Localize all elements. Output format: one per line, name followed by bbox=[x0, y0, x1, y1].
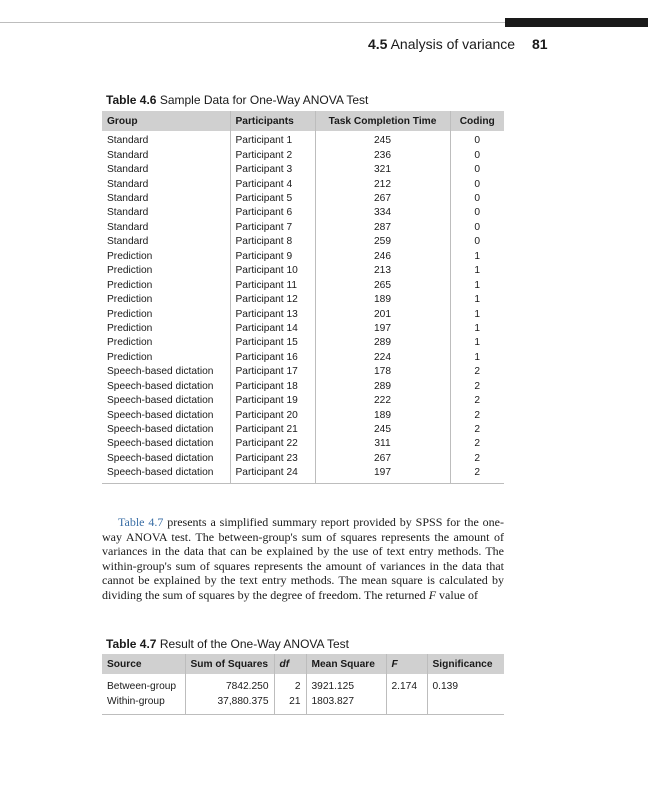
table-header-row bbox=[102, 654, 504, 674]
column-header: F bbox=[386, 654, 427, 674]
table-cell: Within-group bbox=[102, 694, 185, 714]
table-cell: Participant 8 bbox=[230, 235, 315, 249]
table-cell: 0 bbox=[474, 221, 481, 233]
table-cell: Participant 11 bbox=[230, 278, 315, 292]
table-cell: 2 bbox=[274, 674, 306, 694]
table-cell: Speech-based dictation bbox=[102, 423, 230, 437]
table-cell: Participant 10 bbox=[230, 264, 315, 278]
table-cell: 236 bbox=[315, 149, 450, 163]
table-cell: Participant 5 bbox=[230, 192, 315, 206]
column-header: Group bbox=[102, 111, 230, 131]
table-title: Result of the One-Way ANOVA Test bbox=[159, 637, 350, 651]
table-cell: 267 bbox=[315, 192, 450, 206]
table-header-row bbox=[102, 111, 504, 131]
table-cell: 0 bbox=[474, 164, 481, 176]
table-row bbox=[102, 192, 504, 206]
table-cell: Participant 23 bbox=[230, 452, 315, 466]
paragraph-text: presents a simplified summary report provided by SPSS for the one-way ANOVA test. The between-group's sum of squares represents the amount of variances in the data that can be explained by the use of text entry methods. The within-group's sum of squares represents the amount of variances in the data that cannot be explained by the text entry methods. The mean square is calculated by dividing the sum of squares by the degree of freedom. The returned bbox=[102, 515, 504, 602]
table-cell: 321 bbox=[315, 163, 450, 177]
table-cell: 0 bbox=[474, 149, 481, 161]
table-cell: Standard bbox=[102, 235, 230, 249]
table-cell: Prediction bbox=[102, 278, 230, 292]
table-cell: 1 bbox=[474, 294, 481, 306]
table-row bbox=[102, 380, 504, 394]
table-row bbox=[102, 293, 504, 307]
table-cell: Speech-based dictation bbox=[102, 380, 230, 394]
table-cell: Prediction bbox=[102, 293, 230, 307]
column-header: Mean Square bbox=[306, 654, 386, 674]
table-cell: Participant 20 bbox=[230, 408, 315, 422]
table-row bbox=[102, 235, 504, 249]
table-title: Sample Data for One-Way ANOVA Test bbox=[159, 93, 369, 107]
table-cell: 311 bbox=[315, 437, 450, 451]
table-cell: 2 bbox=[474, 409, 481, 421]
table-cell: Speech-based dictation bbox=[102, 365, 230, 379]
column-header: Participants bbox=[230, 111, 315, 131]
table-cell: Standard bbox=[102, 177, 230, 191]
table-cell: Participant 2 bbox=[230, 149, 315, 163]
table-cell: Participant 3 bbox=[230, 163, 315, 177]
table-cell: 1 bbox=[474, 250, 481, 262]
column-header: Task Completion Time bbox=[315, 111, 450, 131]
table-cell: Prediction bbox=[102, 250, 230, 264]
table-cell: Participant 14 bbox=[230, 322, 315, 336]
table-cell: 289 bbox=[315, 336, 450, 350]
f-symbol: F bbox=[428, 587, 437, 602]
running-head bbox=[368, 36, 515, 52]
anova-sample-data-table bbox=[102, 111, 504, 484]
table-cell: 197 bbox=[315, 322, 450, 336]
table-row bbox=[102, 394, 504, 408]
table-cell: 3921.125 bbox=[306, 674, 386, 694]
table-cell: Participant 15 bbox=[230, 336, 315, 350]
table-cell: 0 bbox=[474, 178, 481, 190]
table-cell: 246 bbox=[315, 250, 450, 264]
table-cell: Speech-based dictation bbox=[102, 437, 230, 451]
table-cell: 37,880.375 bbox=[185, 694, 274, 714]
table-cell: 1 bbox=[474, 322, 481, 334]
table-row bbox=[102, 408, 504, 422]
table-reference-link[interactable]: Table 4.7 bbox=[118, 515, 164, 529]
table-cell: 197 bbox=[315, 466, 450, 484]
body-paragraph bbox=[102, 515, 504, 603]
table-cell: Participant 24 bbox=[230, 466, 315, 484]
table-cell: 259 bbox=[315, 235, 450, 249]
table-cell: 2 bbox=[474, 467, 481, 479]
table-cell: 189 bbox=[315, 408, 450, 422]
table-cell: 245 bbox=[315, 131, 450, 149]
table-row bbox=[102, 694, 504, 714]
table-cell: Prediction bbox=[102, 351, 230, 365]
table-row bbox=[102, 423, 504, 437]
table-cell: 2 bbox=[474, 452, 481, 464]
table-cell: Standard bbox=[102, 149, 230, 163]
table-cell: Participant 6 bbox=[230, 206, 315, 220]
table-cell: 267 bbox=[315, 452, 450, 466]
column-header: Source bbox=[102, 654, 185, 674]
table-cell: 2 bbox=[474, 424, 481, 436]
table-cell: Prediction bbox=[102, 322, 230, 336]
table-cell bbox=[427, 694, 504, 714]
table-row bbox=[102, 163, 504, 177]
table-cell: 1 bbox=[474, 308, 481, 320]
table-cell: 334 bbox=[315, 206, 450, 220]
table-cell: 2 bbox=[474, 380, 481, 392]
table-label: Table 4.6 bbox=[106, 93, 157, 107]
table-row bbox=[102, 307, 504, 321]
table-cell: 178 bbox=[315, 365, 450, 379]
table-cell: 289 bbox=[315, 380, 450, 394]
table-cell: Participant 4 bbox=[230, 177, 315, 191]
table-cell: 213 bbox=[315, 264, 450, 278]
table-row bbox=[102, 322, 504, 336]
table-row bbox=[102, 149, 504, 163]
table-cell: 2 bbox=[474, 395, 481, 407]
table-cell: Prediction bbox=[102, 264, 230, 278]
column-header: Coding bbox=[450, 111, 504, 131]
table-cell: Participant 21 bbox=[230, 423, 315, 437]
table-cell bbox=[386, 694, 427, 714]
table-cell: 0 bbox=[474, 207, 481, 219]
table-cell: 0 bbox=[474, 135, 481, 147]
table-cell: Standard bbox=[102, 192, 230, 206]
table-cell: 287 bbox=[315, 221, 450, 235]
table-row bbox=[102, 336, 504, 350]
table-cell: 201 bbox=[315, 307, 450, 321]
table-cell: 265 bbox=[315, 278, 450, 292]
table-row bbox=[102, 221, 504, 235]
table-row bbox=[102, 437, 504, 451]
table-cell: Standard bbox=[102, 221, 230, 235]
table-cell: Standard bbox=[102, 206, 230, 220]
table-cell: 2.174 bbox=[386, 674, 427, 694]
table-cell: 1 bbox=[474, 279, 481, 291]
table-cell: Participant 7 bbox=[230, 221, 315, 235]
table-row bbox=[102, 351, 504, 365]
table-label: Table 4.7 bbox=[106, 637, 157, 651]
table-cell: Speech-based dictation bbox=[102, 452, 230, 466]
table-cell: 2 bbox=[474, 438, 481, 450]
table-4-6-caption bbox=[106, 93, 368, 107]
section-number: 4.5 bbox=[368, 36, 388, 52]
anova-result-table bbox=[102, 654, 504, 715]
table-row bbox=[102, 250, 504, 264]
table-cell: 189 bbox=[315, 293, 450, 307]
table-cell: 224 bbox=[315, 351, 450, 365]
table-cell: Participant 13 bbox=[230, 307, 315, 321]
table-cell: Participant 19 bbox=[230, 394, 315, 408]
table-cell: 0.139 bbox=[432, 680, 458, 692]
table-cell: 212 bbox=[315, 177, 450, 191]
table-cell: Standard bbox=[102, 131, 230, 149]
table-row bbox=[102, 278, 504, 292]
table-row bbox=[102, 264, 504, 278]
table-cell: 0 bbox=[474, 193, 481, 205]
table-cell: 7842.250 bbox=[185, 674, 274, 694]
table-cell: Participant 1 bbox=[230, 131, 315, 149]
page-number: 81 bbox=[532, 36, 548, 52]
table-cell: 1 bbox=[474, 351, 481, 363]
column-header: Significance bbox=[427, 654, 504, 674]
table-cell: Standard bbox=[102, 163, 230, 177]
table-row bbox=[102, 131, 504, 149]
column-header: df bbox=[274, 654, 306, 674]
table-cell: Participant 22 bbox=[230, 437, 315, 451]
table-cell: Participant 12 bbox=[230, 293, 315, 307]
table-row bbox=[102, 466, 504, 484]
table-4-7-caption bbox=[106, 637, 349, 651]
table-cell: Participant 17 bbox=[230, 365, 315, 379]
column-header: Sum of Squares bbox=[185, 654, 274, 674]
table-cell: Participant 9 bbox=[230, 250, 315, 264]
table-cell: 1 bbox=[474, 265, 481, 277]
table-cell: Prediction bbox=[102, 336, 230, 350]
table-cell: Speech-based dictation bbox=[102, 466, 230, 484]
table-cell: 245 bbox=[315, 423, 450, 437]
table-row bbox=[102, 177, 504, 191]
paragraph-text-end: value of bbox=[436, 587, 479, 602]
table-cell: 222 bbox=[315, 394, 450, 408]
table-cell: Prediction bbox=[102, 307, 230, 321]
table-row bbox=[102, 674, 504, 694]
table-cell: 1 bbox=[474, 337, 481, 349]
table-row bbox=[102, 365, 504, 379]
table-cell: 21 bbox=[274, 694, 306, 714]
table-cell: Speech-based dictation bbox=[102, 394, 230, 408]
table-row bbox=[102, 206, 504, 220]
table-row bbox=[102, 452, 504, 466]
section-title: Analysis of variance bbox=[390, 36, 516, 52]
table-cell: 1803.827 bbox=[306, 694, 386, 714]
table-cell: Between-group bbox=[102, 674, 185, 694]
table-cell: Speech-based dictation bbox=[102, 408, 230, 422]
table-cell: 2 bbox=[474, 366, 481, 378]
table-cell: Participant 18 bbox=[230, 380, 315, 394]
table-cell: 0 bbox=[474, 236, 481, 248]
top-bar-block bbox=[505, 18, 648, 27]
table-cell: Participant 16 bbox=[230, 351, 315, 365]
